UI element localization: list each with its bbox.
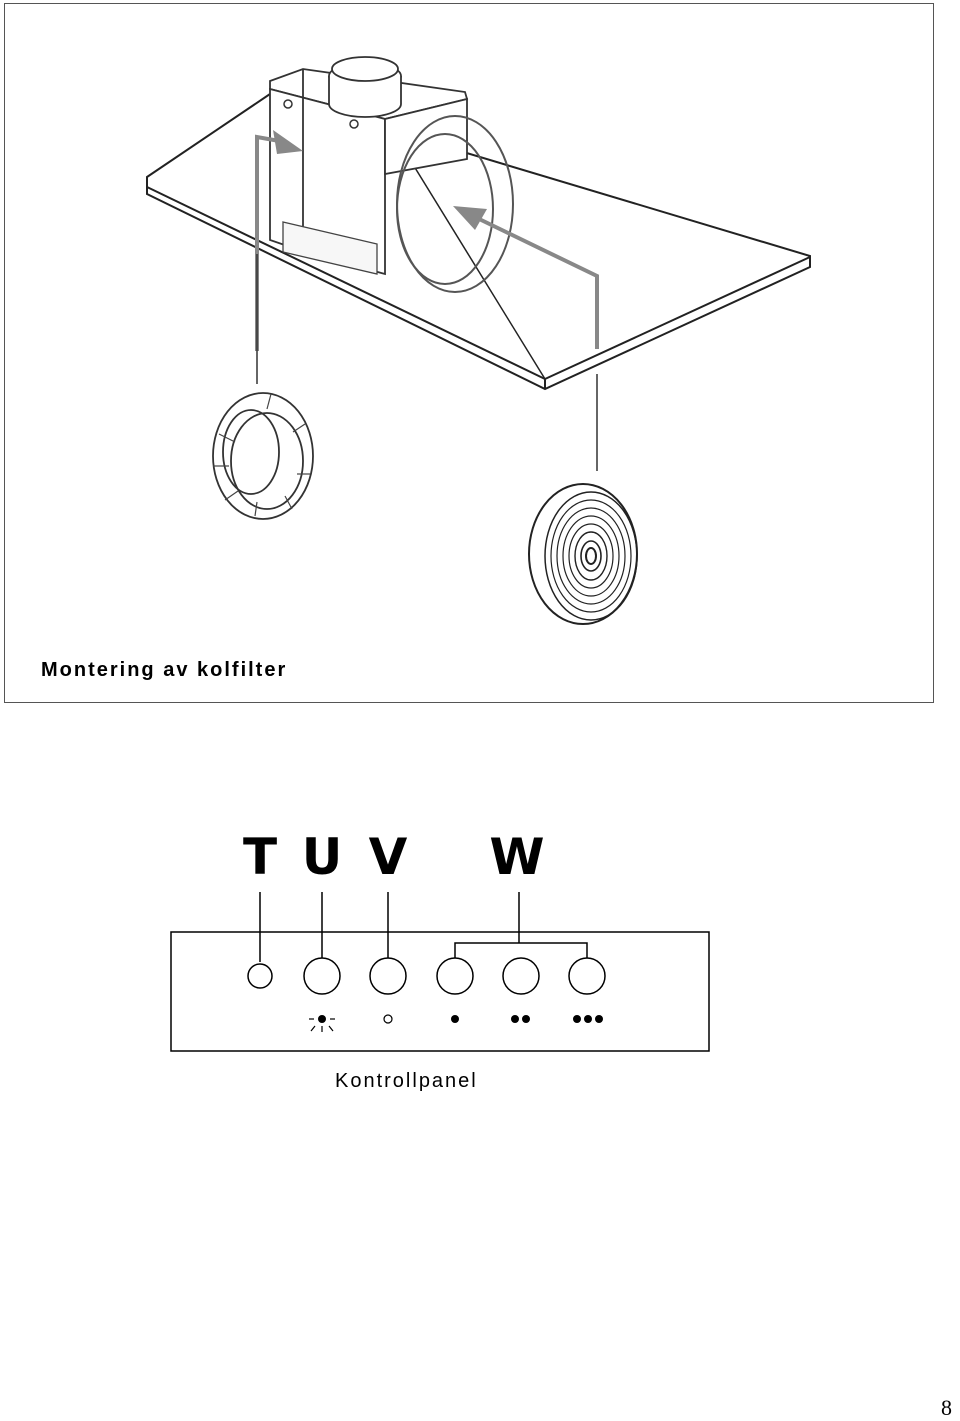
charcoal-filter-figure — [4, 3, 934, 703]
charcoal-filter-disc — [529, 484, 637, 624]
button-u — [304, 958, 340, 994]
label-v: V — [368, 828, 408, 886]
speed-2-icon — [511, 1015, 530, 1023]
label-t: T — [242, 828, 278, 886]
filter-frame — [213, 393, 313, 519]
light-icon — [309, 1015, 335, 1032]
label-u: U — [301, 828, 343, 886]
panel-frame — [171, 932, 709, 1051]
speed-1-icon — [451, 1015, 459, 1023]
page-number: 8 — [941, 1395, 952, 1420]
control-panel-diagram — [0, 820, 960, 1120]
control-panel-caption: Kontrollpanel — [335, 1070, 478, 1092]
off-icon — [384, 1015, 392, 1023]
outlet-collar — [329, 57, 401, 117]
speed-3-icon — [573, 1015, 603, 1023]
button-speed-3 — [569, 958, 605, 994]
label-w: W — [489, 828, 545, 886]
hood-canopy — [147, 94, 810, 389]
button-v — [370, 958, 406, 994]
control-panel-drawing — [0, 820, 960, 1120]
button-t — [248, 964, 272, 988]
figure-caption: Montering av kolfilter — [41, 659, 288, 681]
range-hood-illustration — [5, 4, 935, 704]
button-speed-1 — [437, 958, 473, 994]
button-speed-2 — [503, 958, 539, 994]
